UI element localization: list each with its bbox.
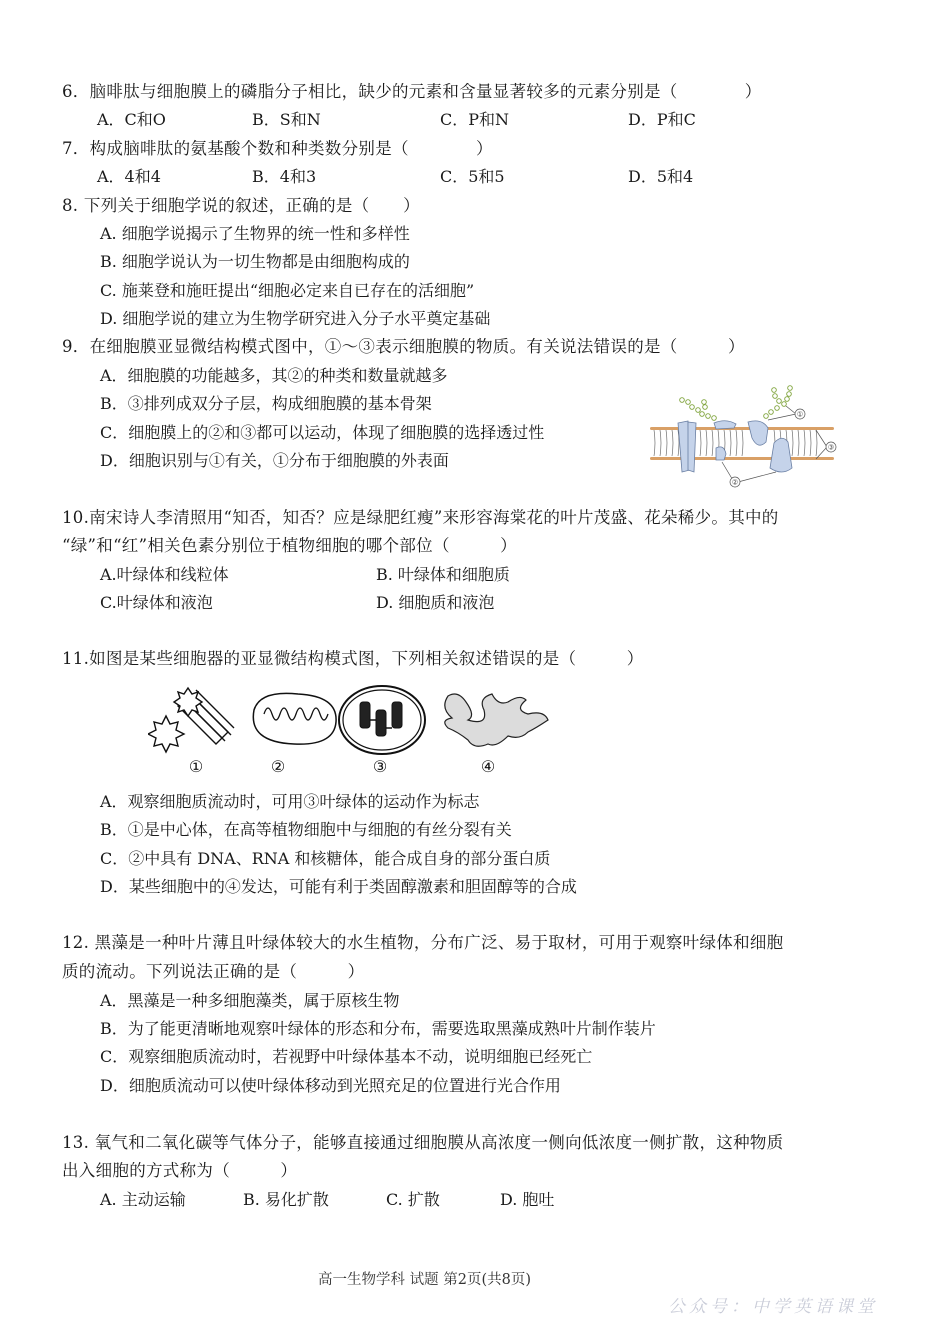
q9-option-b: B．③排列成双分子层，构成细胞膜的基本骨架 (100, 394, 432, 413)
q11-option-c: C．②中具有 DNA、RNA 和核糖体，能合成自身的部分蛋白质 (100, 849, 551, 868)
organelle-diagram (148, 680, 558, 780)
organelle-label-4: ④ (480, 757, 496, 776)
q9-option-d: D．细胞识别与①有关，①分布于细胞膜的外表面 (100, 451, 449, 470)
q12-option-d: D．细胞质流动可以使叶绿体移动到光照充足的位置进行光合作用 (100, 1076, 561, 1095)
q7-option-c: C．5和5 (440, 167, 505, 186)
q8-option-d: D. 细胞学说的建立为生物学研究进入分子水平奠定基础 (100, 309, 491, 328)
q8-option-b: B. 细胞学说认为一切生物都是由细胞构成的 (100, 252, 410, 271)
question-10-stem-line2: “绿”和“红”相关色素分别位于植物细胞的哪个部位（ ） (62, 536, 517, 555)
membrane-label-3: ③ (827, 443, 835, 452)
q13-option-a: A. 主动运输 (100, 1190, 186, 1209)
organelle-label-3: ③ (372, 757, 388, 776)
page-footer: 高一生物学科 试题 第2页(共8页) (318, 1272, 531, 1288)
cell-membrane-diagram (644, 378, 840, 490)
question-12-stem-line2: 质的流动。下列说法正确的是（ ） (62, 962, 365, 981)
q7-option-b: B．4和3 (252, 167, 317, 186)
centriole-end-icon (148, 716, 184, 752)
q10-option-a: A.叶绿体和线粒体 (100, 565, 229, 584)
q6-option-b: B．S和N (252, 110, 321, 129)
q13-option-c: C. 扩散 (386, 1190, 440, 1209)
q9-option-a: A．细胞膜的功能越多，其②的种类和数量就越多 (100, 366, 448, 385)
q10-option-c: C.叶绿体和液泡 (100, 593, 213, 612)
organelle-label-1: ① (188, 757, 204, 776)
q12-option-a: A．黑藻是一种多细胞藻类，属于原核生物 (100, 991, 400, 1010)
membrane-label-1: ① (796, 410, 804, 419)
q6-option-a: A．C和O (97, 110, 166, 129)
question-9-stem: 9．在细胞膜亚显微结构模式图中，①～③表示细胞膜的物质。有关说法错误的是（ ） (62, 337, 745, 356)
q13-option-b: B. 易化扩散 (243, 1190, 329, 1209)
q6-option-c: C．P和N (440, 110, 510, 129)
organelle-label-2: ② (270, 757, 286, 776)
question-8-stem: 8. 下列关于细胞学说的叙述，正确的是（ ） (62, 196, 420, 215)
question-12-stem-line1: 12. 黑藻是一种叶片薄且叶绿体较大的水生植物，分布广泛、易于取材，可用于观察叶绿体和细胞 (62, 933, 784, 952)
q10-option-d: D. 细胞质和液泡 (376, 593, 495, 612)
question-13-stem-line1: 13. 氧气和二氧化碳等气体分子，能够直接通过细胞膜从高浓度一侧向低浓度一侧扩散，这种物质 (62, 1133, 784, 1152)
q11-option-d: D．某些细胞中的④发达，可能有利于类固醇激素和胆固醇等的合成 (100, 877, 577, 896)
q8-option-a: A. 细胞学说揭示了生物界的统一性和多样性 (100, 224, 410, 243)
question-11-stem: 11.如图是某些细胞器的亚显微结构模式图，下列相关叙述错误的是（ ） (62, 649, 644, 668)
q7-option-d: D．5和4 (628, 167, 694, 186)
q6-option-d: D．P和C (628, 110, 696, 129)
q11-option-b: B．①是中心体，在高等植物细胞中与细胞的有丝分裂有关 (100, 820, 512, 839)
watermark: 公众号：中学英语课堂 (668, 1297, 878, 1317)
q10-option-b: B. 叶绿体和细胞质 (376, 565, 510, 584)
q7-option-a: A．4和4 (97, 167, 161, 186)
q9-option-c: C．细胞膜上的②和③都可以运动，体现了细胞膜的选择透过性 (100, 423, 545, 442)
q11-option-a: A．观察细胞质流动时，可用③叶绿体的运动作为标志 (100, 792, 480, 811)
question-13-stem-line2: 出入细胞的方式称为（ ） (62, 1161, 298, 1180)
question-6-stem: 6．脑啡肽与细胞膜上的磷脂分子相比，缺少的元素和含量显著较多的元素分别是（ ） (62, 82, 762, 101)
q13-option-d: D. 胞吐 (500, 1190, 555, 1209)
question-10-stem-line1: 10.南宋诗人李清照用“知否，知否？应是绿肥红瘦”来形容海棠花的叶片茂盛、花朵稀少。其中的 (62, 508, 779, 527)
membrane-label-2: ② (731, 478, 739, 487)
question-7-stem: 7．构成脑啡肽的氨基酸个数和种类数分别是（ ） (62, 139, 493, 158)
q12-option-c: C．观察细胞质流动时，若视野中叶绿体基本不动，说明细胞已经死亡 (100, 1047, 593, 1066)
q8-option-c: C. 施莱登和施旺提出“细胞必定来自已存在的活细胞” (100, 281, 475, 300)
q12-option-b: B．为了能更清晰地观察叶绿体的形态和分布，需要选取黑藻成熟叶片制作装片 (100, 1019, 656, 1038)
